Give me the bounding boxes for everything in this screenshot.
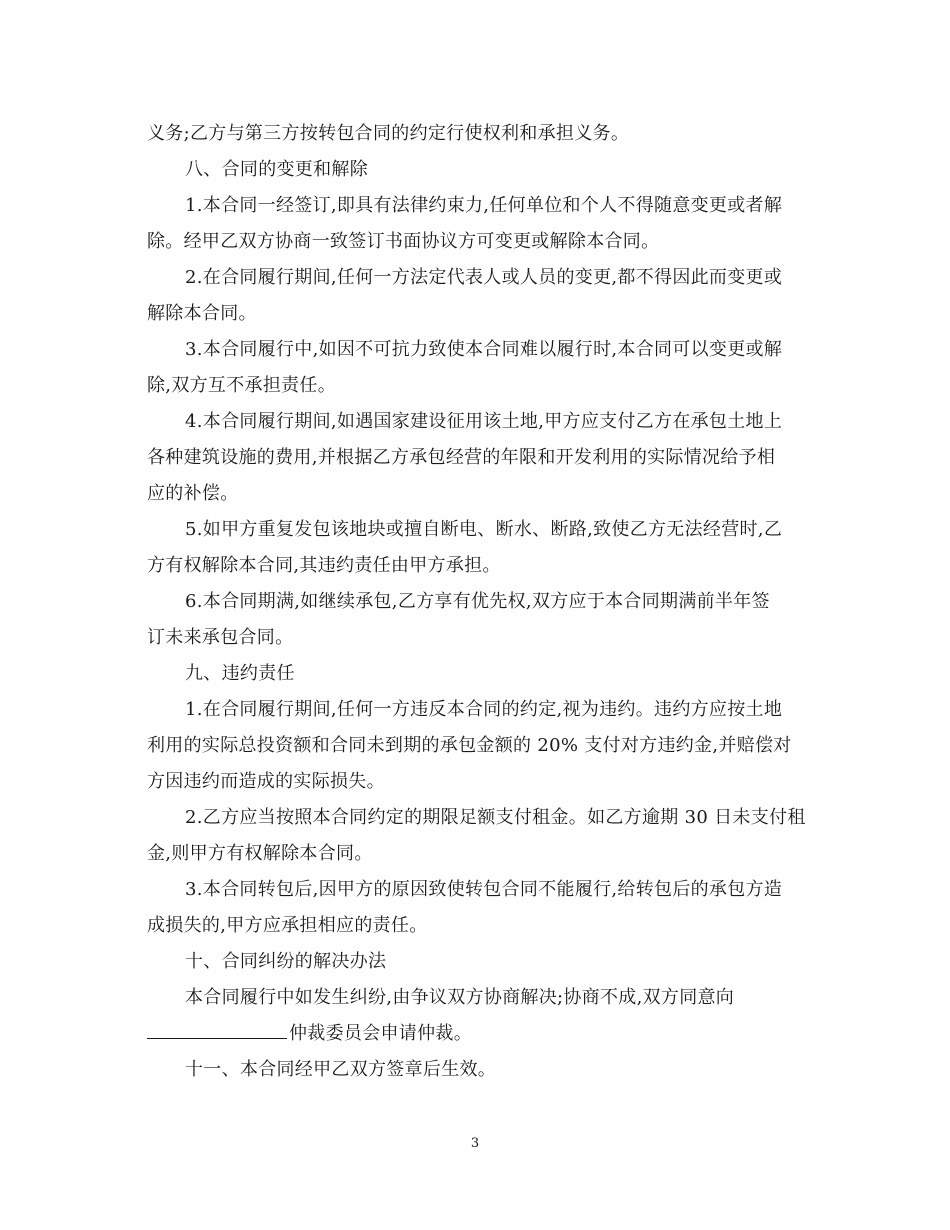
document-body [147, 116, 807, 1088]
text-line: 1.本合同一经签订,即具有法律约束力,任何单位和个人不得随意变更或者解 [185, 195, 783, 216]
arbitration-suffix: 仲裁委员会申请仲裁。 [289, 1023, 472, 1044]
text-line: 除。经甲乙双方协商一致签订书面协议方可变更或解除本合同。 [147, 231, 660, 252]
text-line: 应的补偿。 [147, 483, 239, 504]
text-line: 八、合同的变更和解除 [185, 159, 368, 180]
text-line: 金,则甲方有权解除本合同。 [147, 843, 373, 864]
text-line: 4.本合同履行期间,如遇国家建设征用该土地,甲方应支付乙方在承包土地上 [185, 411, 783, 432]
final-clause: 十一、本合同经甲乙双方签章后生效。 [185, 1059, 497, 1080]
text-line: 2.乙方应当按照本合同约定的期限足额支付租金。如乙方逾期 30 日未支付租 [185, 807, 806, 828]
text-line: 订未来承包合同。 [147, 627, 294, 648]
text-line: 1.在合同履行期间,任何一方违反本合同的约定,视为违约。违约方应按土地 [185, 699, 783, 720]
arbitration-line [147, 1016, 807, 1052]
text-line: 成损失的,甲方应承担相应的责任。 [147, 915, 428, 936]
page-number: 3 [470, 1136, 480, 1151]
text-line: 解除本合同。 [147, 303, 257, 324]
text-line: 利用的实际总投资额和合同未到期的承包金额的 20% 支付对方违约金,并赔偿对 [147, 735, 792, 756]
text-line: 3.本合同履行中,如因不可抗力致使本合同难以履行时,本合同可以变更或解 [185, 339, 783, 360]
text-line: 本合同履行中如发生纠纷,由争议双方协商解决;协商不成,双方同意向 [185, 987, 735, 1008]
text-line: 义务;乙方与第三方按转包合同的约定行使权利和承担义务。 [147, 123, 630, 144]
text-line: 各种建筑设施的费用,并根据乙方承包经营的年限和开发利用的实际情况给予相 [147, 447, 776, 468]
arbitration-blank-field [147, 1016, 287, 1039]
text-line: 3.本合同转包后,因甲方的原因致使转包合同不能履行,给转包后的承包方造 [185, 879, 783, 900]
text-line: 九、违约责任 [185, 663, 295, 684]
text-line: 方有权解除本合同,其违约责任由甲方承担。 [147, 555, 501, 576]
text-line: 十、合同纠纷的解决办法 [185, 951, 387, 972]
text-line: 除,双方互不承担责任。 [147, 375, 337, 396]
text-line: 6.本合同期满,如继续承包,乙方享有优先权,双方应于本合同期满前半年签 [185, 591, 770, 612]
text-line: 方因违约而造成的实际损失。 [147, 771, 385, 792]
text-line: 5.如甲方重复发包该地块或擅自断电、断水、断路,致使乙方无法经营时,乙 [185, 519, 783, 540]
text-line: 2.在合同履行期间,任何一方法定代表人或人员的变更,都不得因此而变更或 [185, 267, 783, 288]
